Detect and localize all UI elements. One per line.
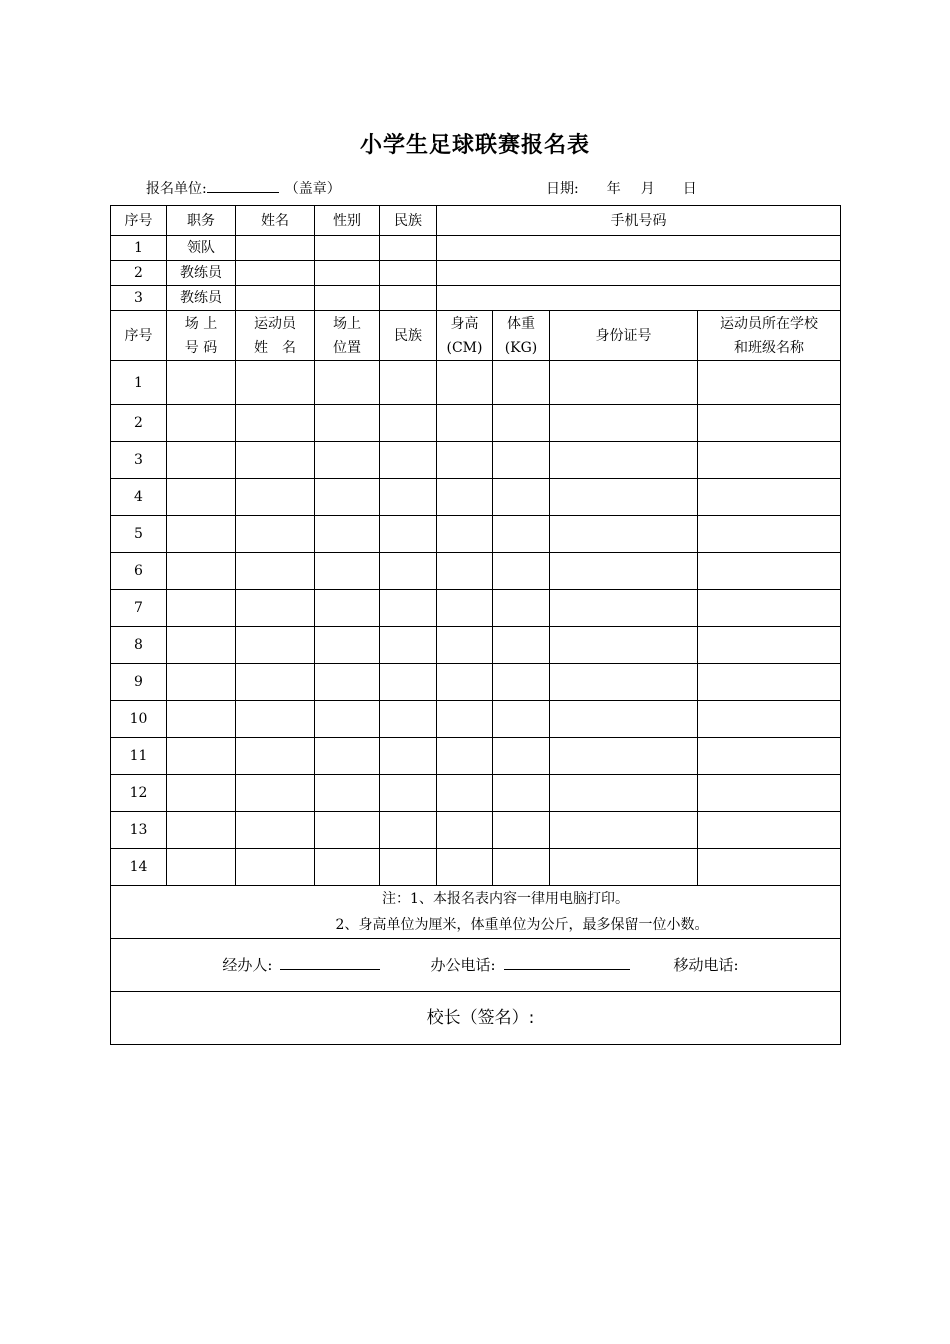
player-col-height-line2: (CM)	[446, 339, 483, 356]
player-row	[111, 479, 841, 516]
player-name-cell[interactable]	[236, 701, 315, 738]
principal-label: 校长（签名）:	[426, 1008, 535, 1028]
player-jersey-cell[interactable]	[167, 479, 236, 516]
office-phone-blank[interactable]	[504, 955, 630, 970]
player-weight-cell[interactable]	[493, 361, 550, 405]
player-jersey-cell[interactable]	[167, 405, 236, 442]
player-col-jersey-line2: 号 码	[184, 339, 218, 356]
player-col-id: 身份证号	[550, 311, 698, 361]
date-month: 月	[640, 181, 655, 197]
player-id-cell[interactable]	[550, 664, 698, 701]
player-name-cell[interactable]	[236, 849, 315, 886]
player-position-cell[interactable]	[315, 701, 380, 738]
player-col-name-line2: 姓 名	[254, 339, 296, 356]
player-row-no: 4	[111, 479, 167, 516]
player-jersey-cell[interactable]	[167, 361, 236, 405]
staff-row	[111, 286, 841, 311]
player-name-cell[interactable]	[236, 812, 315, 849]
player-jersey-cell[interactable]	[167, 442, 236, 479]
player-row-no: 1	[111, 361, 167, 405]
player-name-cell[interactable]	[236, 479, 315, 516]
player-col-name-line1: 运动员	[254, 315, 296, 332]
player-school-cell[interactable]	[698, 627, 841, 664]
player-row-no: 6	[111, 553, 167, 590]
player-ethnicity-cell[interactable]	[380, 516, 437, 553]
player-name-cell[interactable]	[236, 775, 315, 812]
player-col-jersey	[167, 311, 236, 361]
staff-name-cell[interactable]	[236, 286, 315, 311]
staff-name-cell[interactable]	[236, 261, 315, 286]
player-row-no: 5	[111, 516, 167, 553]
player-id-cell[interactable]	[550, 405, 698, 442]
player-position-cell[interactable]	[315, 590, 380, 627]
mobile-label: 移动电话:	[673, 956, 739, 974]
player-height-cell[interactable]	[437, 627, 493, 664]
staff-gender-cell[interactable]	[315, 286, 380, 311]
staff-phone-cell[interactable]	[437, 286, 841, 311]
player-name-cell[interactable]	[236, 405, 315, 442]
unit-line	[146, 178, 341, 198]
player-position-cell[interactable]	[315, 442, 380, 479]
player-weight-cell[interactable]	[493, 627, 550, 664]
player-height-cell[interactable]	[437, 442, 493, 479]
staff-ethnicity-cell[interactable]	[380, 286, 437, 311]
principal-row	[111, 992, 841, 1045]
staff-ethnicity-cell[interactable]	[380, 236, 437, 261]
player-weight-cell[interactable]	[493, 442, 550, 479]
player-school-cell[interactable]	[698, 405, 841, 442]
player-position-cell[interactable]	[315, 812, 380, 849]
player-jersey-cell[interactable]	[167, 590, 236, 627]
player-row	[111, 738, 841, 775]
player-name-cell[interactable]	[236, 553, 315, 590]
player-id-cell[interactable]	[550, 361, 698, 405]
player-height-cell[interactable]	[437, 479, 493, 516]
date-line	[546, 178, 697, 198]
player-name-cell[interactable]	[236, 664, 315, 701]
player-ethnicity-cell[interactable]	[380, 405, 437, 442]
player-position-cell[interactable]	[315, 849, 380, 886]
staff-ethnicity-cell[interactable]	[380, 261, 437, 286]
player-row	[111, 516, 841, 553]
staff-row-no: 2	[111, 261, 167, 286]
player-weight-cell[interactable]	[493, 775, 550, 812]
player-row	[111, 590, 841, 627]
staff-row-no: 3	[111, 286, 167, 311]
player-school-cell[interactable]	[698, 442, 841, 479]
player-school-cell[interactable]	[698, 738, 841, 775]
player-position-cell[interactable]	[315, 738, 380, 775]
office-phone-label: 办公电话:	[430, 956, 496, 974]
player-ethnicity-cell[interactable]	[380, 590, 437, 627]
player-ethnicity-cell[interactable]	[380, 479, 437, 516]
player-school-cell[interactable]	[698, 590, 841, 627]
staff-col-name: 姓名	[236, 206, 315, 236]
player-row	[111, 405, 841, 442]
player-weight-cell[interactable]	[493, 590, 550, 627]
handler-label: 经办人:	[222, 956, 273, 974]
player-ethnicity-cell[interactable]	[380, 442, 437, 479]
player-id-cell[interactable]	[550, 442, 698, 479]
player-row	[111, 553, 841, 590]
note-line-2: 2、身高单位为厘米，体重单位为公斤，最多保留一位小数。	[335, 917, 709, 933]
staff-col-phone: 手机号码	[437, 206, 841, 236]
player-col-no: 序号	[111, 311, 167, 361]
player-row	[111, 361, 841, 405]
staff-col-gender: 性别	[315, 206, 380, 236]
player-col-ethnicity: 民族	[380, 311, 437, 361]
player-school-cell[interactable]	[698, 664, 841, 701]
player-height-cell[interactable]	[437, 516, 493, 553]
registration-table	[110, 205, 841, 1045]
player-position-cell[interactable]	[315, 553, 380, 590]
player-position-cell[interactable]	[315, 627, 380, 664]
player-school-cell[interactable]	[698, 849, 841, 886]
player-position-cell[interactable]	[315, 664, 380, 701]
player-school-cell[interactable]	[698, 701, 841, 738]
player-row	[111, 664, 841, 701]
player-name-cell[interactable]	[236, 361, 315, 405]
player-ethnicity-cell[interactable]	[380, 664, 437, 701]
player-col-weight	[493, 311, 550, 361]
player-height-cell[interactable]	[437, 405, 493, 442]
staff-row-role: 教练员	[167, 261, 236, 286]
player-weight-cell[interactable]	[493, 664, 550, 701]
staff-row-role: 教练员	[167, 286, 236, 311]
player-jersey-cell[interactable]	[167, 516, 236, 553]
contact-cell	[111, 939, 841, 992]
player-height-cell[interactable]	[437, 553, 493, 590]
player-height-cell[interactable]	[437, 590, 493, 627]
player-ethnicity-cell[interactable]	[380, 849, 437, 886]
date-day: 日	[682, 181, 697, 197]
player-jersey-cell[interactable]	[167, 849, 236, 886]
player-weight-cell[interactable]	[493, 812, 550, 849]
player-col-school-line1: 运动员所在学校	[720, 315, 818, 332]
staff-gender-cell[interactable]	[315, 261, 380, 286]
player-row-no: 13	[111, 812, 167, 849]
staff-header-row	[111, 206, 841, 236]
player-id-cell[interactable]	[550, 812, 698, 849]
player-name-cell[interactable]	[236, 516, 315, 553]
player-school-cell[interactable]	[698, 812, 841, 849]
player-row-no: 3	[111, 442, 167, 479]
player-school-cell[interactable]	[698, 553, 841, 590]
unit-label: 报名单位:	[146, 181, 207, 197]
player-col-school-line2: 和班级名称	[734, 339, 804, 356]
player-col-position-line1: 场上	[333, 315, 361, 332]
player-jersey-cell[interactable]	[167, 664, 236, 701]
staff-col-ethnicity: 民族	[380, 206, 437, 236]
player-row-no: 2	[111, 405, 167, 442]
player-id-cell[interactable]	[550, 849, 698, 886]
player-id-cell[interactable]	[550, 553, 698, 590]
player-col-school	[698, 311, 841, 361]
staff-col-no: 序号	[111, 206, 167, 236]
player-height-cell[interactable]	[437, 361, 493, 405]
player-row-no: 14	[111, 849, 167, 886]
contact-row	[111, 939, 841, 992]
player-ethnicity-cell[interactable]	[380, 361, 437, 405]
player-id-cell[interactable]	[550, 479, 698, 516]
player-row	[111, 442, 841, 479]
player-col-position-line2: 位置	[333, 339, 361, 356]
player-ethnicity-cell[interactable]	[380, 812, 437, 849]
player-school-cell[interactable]	[698, 775, 841, 812]
player-col-position	[315, 311, 380, 361]
player-ethnicity-cell[interactable]	[380, 701, 437, 738]
player-col-height-line1: 身高	[450, 315, 479, 332]
player-row-no: 8	[111, 627, 167, 664]
player-row	[111, 701, 841, 738]
staff-row-role: 领队	[167, 236, 236, 261]
player-height-cell[interactable]	[437, 775, 493, 812]
player-row	[111, 627, 841, 664]
player-weight-cell[interactable]	[493, 516, 550, 553]
player-id-cell[interactable]	[550, 775, 698, 812]
player-col-height	[437, 311, 493, 361]
player-col-weight-line2: (KG)	[504, 339, 538, 356]
staff-phone-cell[interactable]	[437, 236, 841, 261]
player-weight-cell[interactable]	[493, 553, 550, 590]
player-id-cell[interactable]	[550, 738, 698, 775]
player-height-cell[interactable]	[437, 738, 493, 775]
player-jersey-cell[interactable]	[167, 775, 236, 812]
staff-row	[111, 261, 841, 286]
player-ethnicity-cell[interactable]	[380, 775, 437, 812]
player-row-no: 11	[111, 738, 167, 775]
player-jersey-cell[interactable]	[167, 738, 236, 775]
player-name-cell[interactable]	[236, 590, 315, 627]
player-name-cell[interactable]	[236, 738, 315, 775]
player-school-cell[interactable]	[698, 361, 841, 405]
player-ethnicity-cell[interactable]	[380, 627, 437, 664]
notes-row	[111, 886, 841, 939]
staff-phone-cell[interactable]	[437, 261, 841, 286]
player-col-weight-line1: 体重	[507, 315, 535, 332]
player-weight-cell[interactable]	[493, 701, 550, 738]
player-position-cell[interactable]	[315, 361, 380, 405]
player-jersey-cell[interactable]	[167, 812, 236, 849]
staff-row	[111, 236, 841, 261]
player-jersey-cell[interactable]	[167, 627, 236, 664]
form-title: 小学生足球联赛报名表	[359, 133, 590, 158]
player-row	[111, 849, 841, 886]
player-row	[111, 812, 841, 849]
player-weight-cell[interactable]	[493, 479, 550, 516]
player-id-cell[interactable]	[550, 701, 698, 738]
player-ethnicity-cell[interactable]	[380, 553, 437, 590]
player-name-cell[interactable]	[236, 442, 315, 479]
player-height-cell[interactable]	[437, 812, 493, 849]
player-row-no: 9	[111, 664, 167, 701]
staff-row-no: 1	[111, 236, 167, 261]
date-year: 年	[606, 181, 621, 197]
player-position-cell[interactable]	[315, 479, 380, 516]
player-weight-cell[interactable]	[493, 849, 550, 886]
player-weight-cell[interactable]	[493, 738, 550, 775]
player-height-cell[interactable]	[437, 664, 493, 701]
notes-cell	[111, 886, 841, 939]
player-row-no: 12	[111, 775, 167, 812]
player-id-cell[interactable]	[550, 590, 698, 627]
player-row-no: 10	[111, 701, 167, 738]
handler-blank[interactable]	[280, 955, 380, 970]
player-name-cell[interactable]	[236, 627, 315, 664]
staff-gender-cell[interactable]	[315, 236, 380, 261]
staff-name-cell[interactable]	[236, 236, 315, 261]
player-jersey-cell[interactable]	[167, 553, 236, 590]
player-position-cell[interactable]	[315, 516, 380, 553]
player-height-cell[interactable]	[437, 849, 493, 886]
player-weight-cell[interactable]	[493, 405, 550, 442]
player-ethnicity-cell[interactable]	[380, 738, 437, 775]
player-header-row	[111, 311, 841, 361]
player-position-cell[interactable]	[315, 405, 380, 442]
unit-blank[interactable]	[207, 178, 279, 193]
stamp-note: （盖章）	[284, 181, 341, 197]
note-line-1: 注：1、本报名表内容一律用电脑打印。	[382, 891, 629, 907]
date-label: 日期:	[546, 181, 579, 197]
player-col-name	[236, 311, 315, 361]
player-height-cell[interactable]	[437, 701, 493, 738]
player-row	[111, 775, 841, 812]
player-row-no: 7	[111, 590, 167, 627]
player-jersey-cell[interactable]	[167, 701, 236, 738]
player-id-cell[interactable]	[550, 516, 698, 553]
player-id-cell[interactable]	[550, 627, 698, 664]
staff-col-role: 职务	[167, 206, 236, 236]
principal-cell	[111, 992, 841, 1045]
player-school-cell[interactable]	[698, 479, 841, 516]
player-col-jersey-line1: 场 上	[184, 315, 218, 332]
player-position-cell[interactable]	[315, 775, 380, 812]
player-school-cell[interactable]	[698, 516, 841, 553]
